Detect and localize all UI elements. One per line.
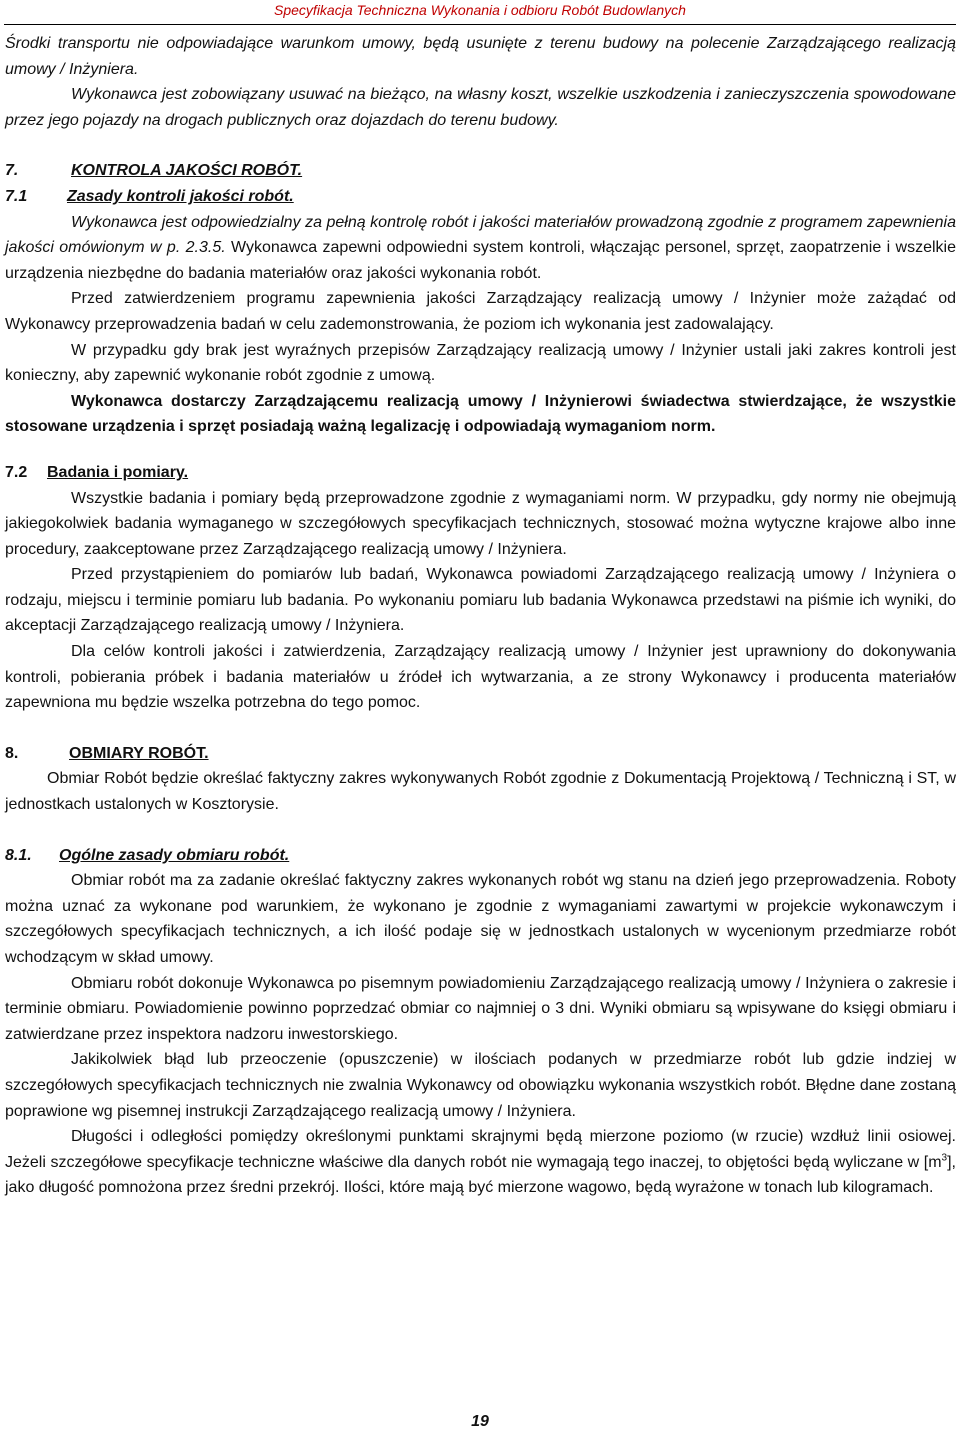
section-7-2-heading (5, 460, 956, 486)
section-7-heading (5, 158, 956, 184)
paragraph-program-approval: Przed zatwierdzeniem programu zapewnienia jakości Zarządzający realizacją umowy / Inżynier może zażądać od Wykonawcy przeprowadzenia badań w celu zademonstrowania, że poziom ich wykonania jest zadowalający. (5, 290, 956, 333)
section-7-number: 7. (5, 162, 19, 180)
paragraph-tests: Wszystkie badania i pomiary będą przeprowadzone zgodnie z wymaganiami norm. W przypadku, gdy normy nie obejmują jakiegokolwiek badania wymaganego w szczegółowych specyfikacjach technicznych, stosować można wytyczne krajowe albo inne procedury, zaakceptowane przez Zarządzającego realizacją umowy / Inżyniera. (5, 489, 956, 558)
paragraph-transport: Środki transportu nie odpowiadające warunkom umowy, będą usunięte z terenu budowy na polecenie Zarządzającego realizacją umowy / Inżyniera. (5, 35, 956, 78)
paragraph-measurement-notice: Obmiaru robót dokonuje Wykonawca po pisemnym powiadomieniu Zarządzającego realizacją umowy / Inżyniera o zakresie i terminie obmiaru. Powiadomienie powinno poprzedzać obmiar co najmniej o 3 dni. Wyniki obmiaru są wpisywane do księgi obmiaru i zatwierdzane przez inspektora nadzoru inwestorskiego. (5, 974, 956, 1043)
paragraph-quality-control (5, 210, 956, 287)
spacer (5, 818, 956, 843)
paragraph-lengths-a: Długości i odległości pomiędzy określonymi punktami skrajnymi będą mierzone poziomo (w rzucie) wzdłuż linii osiowej. Jeżeli szczegółowe specyfikacje techniczne właściwe dla danych robót nie wymagają tego inaczej, to objętości będą wyliczane w [m (5, 1128, 956, 1171)
paragraph-before-tests: Przed przystąpieniem do pomiarów lub badań, Wykonawca powiadomi Zarządzającego realizacją umowy / Inżyniera o rodzaju, miejscu i terminie pomiaru lub badania. Po wykonaniu pomiaru lub badania Wykonawca przedstawi na piśmie ich wyniki, do akceptacji Zarządzającego realizacją umowy / Inżyniera. (5, 566, 956, 635)
section-7-1-title: Zasady kontroli jakości robót. (67, 187, 294, 205)
spacer (5, 133, 956, 158)
spacer (5, 716, 956, 741)
document-body (5, 31, 956, 1201)
section-8-1-heading (5, 843, 956, 869)
superscript-3: 3 (941, 1152, 948, 1164)
paragraph-quality-control-a: Wykonawca jest odpowiedzialny za pełną kontrolę robót i jakości materiałów prowadzoną zgodnie z programem zapewnienia jakości omówionym w p. 2.3.5. (5, 213, 956, 257)
paragraph-no-rules: W przypadku gdy brak jest wyraźnych przepisów Zarządzający realizacją umowy / Inżynier ustali jaki zakres kontroli jest konieczny, aby zapewnić wykonanie robót zgodnie z umową. (5, 341, 956, 385)
spacer (5, 440, 956, 460)
page-header (0, 0, 960, 24)
section-7-2-title: Badania i pomiary. (47, 463, 189, 481)
section-8-number: 8. (5, 744, 19, 762)
paragraph-certificates: Wykonawca dostarczy Zarządzającemu realizacją umowy / Inżynierowi świadectwa stwierdzające, że wszystkie stosowane urządzenia i sprzęt posiadają ważną legalizację i odpowiadają wymaganiom norm. (5, 392, 956, 436)
section-8-heading (5, 741, 956, 767)
section-7-1-number: 7.1 (5, 187, 28, 205)
paragraph-quality-control-b: Wykonawca zapewni odpowiedni system kontroli, włączając personel, sprzęt, zaopatrzenie i wszelkie urządzenia niezbędne do badania materiałów oraz jakości wykonania robót. (5, 239, 956, 282)
paragraph-lengths (5, 1124, 956, 1201)
section-8-1-number: 8.1. (5, 846, 32, 864)
section-8-1-title: Ogólne zasady obmiaru robót. (59, 846, 290, 864)
paragraph-damage: Wykonawca jest zobowiązany usuwać na bieżąco, na własny koszt, wszelkie uszkodzenia i zanieczyszczenia spowodowane przez jego pojazdy na drogach publicznych oraz dojazdach do terenu budowy. (5, 86, 956, 129)
header-title: Specyfikacja Techniczna Wykonania i odbioru Robót Budowlanych (274, 2, 686, 18)
header-divider (4, 24, 956, 25)
paragraph-measurement: Obmiar Robót będzie określać faktyczny zakres wykonywanych Robót zgodnie z Dokumentacją Projektową / Techniczną i ST, w jednostkach ustalonych w Kosztorysie. (5, 770, 956, 814)
paragraph-inspection-rights: Dla celów kontroli jakości i zatwierdzenia, Zarządzający realizacją umowy / Inżynier jest uprawniony do dokonywania kontroli, pobierania próbek i badania materiałów u źródeł ich wytwarzania, a ze strony Wykonawcy i producenta materiałów zapewniona mu będzie wszelka potrzebna do tego pomoc. (5, 643, 956, 712)
paragraph-lengths-b: ], jako długość pomnożona przez średni przekrój. Ilości, które mają być mierzone wagowo, będą wyrażone w tonach lub kilogramach. (5, 1153, 956, 1197)
section-7-1-heading (5, 184, 956, 210)
section-7-title: KONTROLA JAKOŚCI ROBÓT. (71, 162, 303, 180)
paragraph-measurement-purpose: Obmiar robót ma za zadanie określać faktyczny zakres wykonanych robót wg stanu na dzień jego przeprowadzenia. Roboty można uznać za wykonane pod warunkiem, że wykonano je zgodnie z wymaganiami zawartymi w projekcie wykonawczym i szczegółowych specyfikacjach technicznych, a ich ilość podaje się w jednostkach ustalonych w wycenionym przedmiarze robót wchodzącym w skład umowy. (5, 872, 956, 966)
section-8-title: OBMIARY ROBÓT. (69, 744, 209, 762)
page-number: 19 (471, 1413, 489, 1430)
paragraph-errors: Jakikolwiek błąd lub przeoczenie (opuszczenie) w ilościach podanych w przedmiarze robót lub gdzie indziej w szczegółowych specyfikacjach technicznych nie zwalnia Wykonawcy od obowiązku wykonania wszystkich robót. Błędne dane zostaną poprawione wg pisemnej instrukcji Zarządzającego realizacją umowy / Inżyniera. (5, 1051, 956, 1120)
section-7-2-number: 7.2 (5, 463, 28, 481)
